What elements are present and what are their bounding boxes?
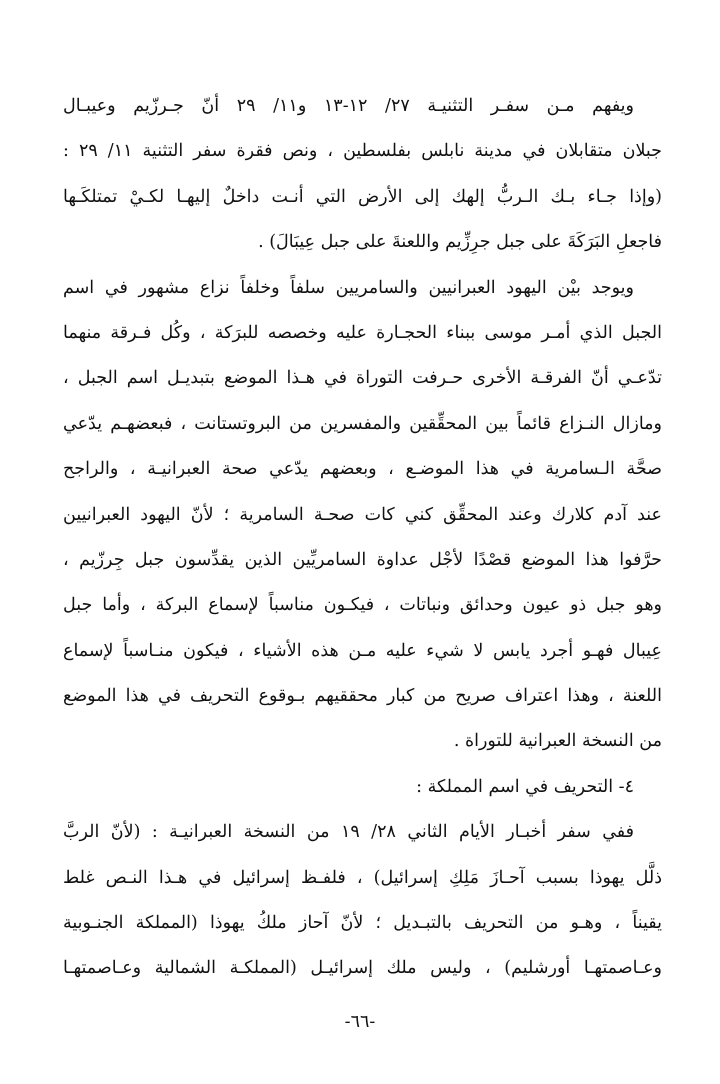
paragraph-line: وهو جبل ذو عيون وحدائق ونباتات ، فيكـون مناسباً لإسماع البركة ، وأما جبل	[63, 595, 662, 616]
paragraph-line: من النسخة العبرانية للتوراة .	[453, 731, 662, 752]
paragraph-line: عند آدم كلارك وعند المحقِّق كني كات صحـة السامرية ؛ لأنّ اليهود العبرانيين	[63, 504, 662, 525]
paragraph-line: ويفهم مـن سفـر التثنيـة ٢٧/ ١٢-١٣ و١١/ ٢٩ أنّ جـرزّيم وعيبـال	[63, 96, 634, 116]
paragraph-line: اللعنة ، وهذا اعتراف صريح من كبار محققيهم بـوقوع التحريف في هذا الموضع	[63, 686, 662, 707]
paragraph-line: يقيناً ، وهـو من التحريف بالتبـديل ؛ لأنّ آحاز ملكُ يهوذا (المملكة الجنـوبية	[63, 913, 662, 934]
paragraph-line: صحَّة الـسامرية في هذا الموضـع ، وبعضهم يدّعي صحة العبرانيـة ، والراجح	[63, 459, 662, 480]
paragraph-line: جبلان متقابلان في مدينة نابلس بفلسطين ، ونص فقرة سفر التثنية ١١/ ٢٩ :	[63, 141, 662, 162]
quote-line: فاجعلِ البَرَكَةَ على جبل جرِزِّيم واللعنةَ على جبل عِيبَالَ) .	[258, 232, 662, 253]
paragraph-line: ويوجد بيْن اليهود العبرانيين والسامريين سلفاً وخلفاً نزاع مشهور في اسم	[63, 277, 634, 298]
paragraph-line: الجبل الذي أمـر موسى ببناء الحجـارة عليه وخصصه للبرَكة ، وكُل فـرقة منهما	[63, 322, 662, 343]
paragraph-line: حرَّفوا هذا الموضع قصْدًا لأجْل عداوة السامريِّين الذين يقدِّسون جبل جِرزّيم ،	[63, 549, 662, 570]
paragraph-line: ومازال النـزاع قائماً بين المحقِّقين والمفسرين من البروتستانت ، فبعضهـم يدّعي	[63, 413, 662, 434]
section-heading: ٤- التحريف في اسم المملكة :	[416, 776, 634, 797]
paragraph-line: ففي سفر أخبـار الأيام الثاني ٢٨/ ١٩ من النسخة العبرانيـة : (لأنّ الربَّ	[63, 822, 634, 843]
body-text	[63, 84, 662, 992]
quote-line: (وإذا جـاء بـك الـربُّ إلهك إلى الأرض التي أنـت داخلٌ إليهـا لكـيْ تمتلكَـها	[63, 186, 662, 207]
paragraph-line: تدّعـي أنّ الفرقـة الأخرى حـرفت التوراة في هـذا الموضع بتبديـل اسم الجبل ،	[63, 368, 662, 389]
page-number: -٦٦-	[344, 1012, 376, 1032]
paragraph-line: وعـاصمتهـا أورشليم) ، وليس ملك إسرائيـل (المملكـة الشمالية وعـاصمتهـا	[63, 958, 662, 979]
paragraph-line: عِيبال فهـو أجرد يابس لا شيء عليه مـن هذه الأشياء ، فيكون منـاسباً لإسماع	[63, 640, 662, 661]
paragraph-line: ذلَّل يهوذا بسبب آحـازَ مَلِكِ إسرائيل) ، فلفـظ إسرائيل في هـذا النـص غلط	[63, 867, 662, 888]
